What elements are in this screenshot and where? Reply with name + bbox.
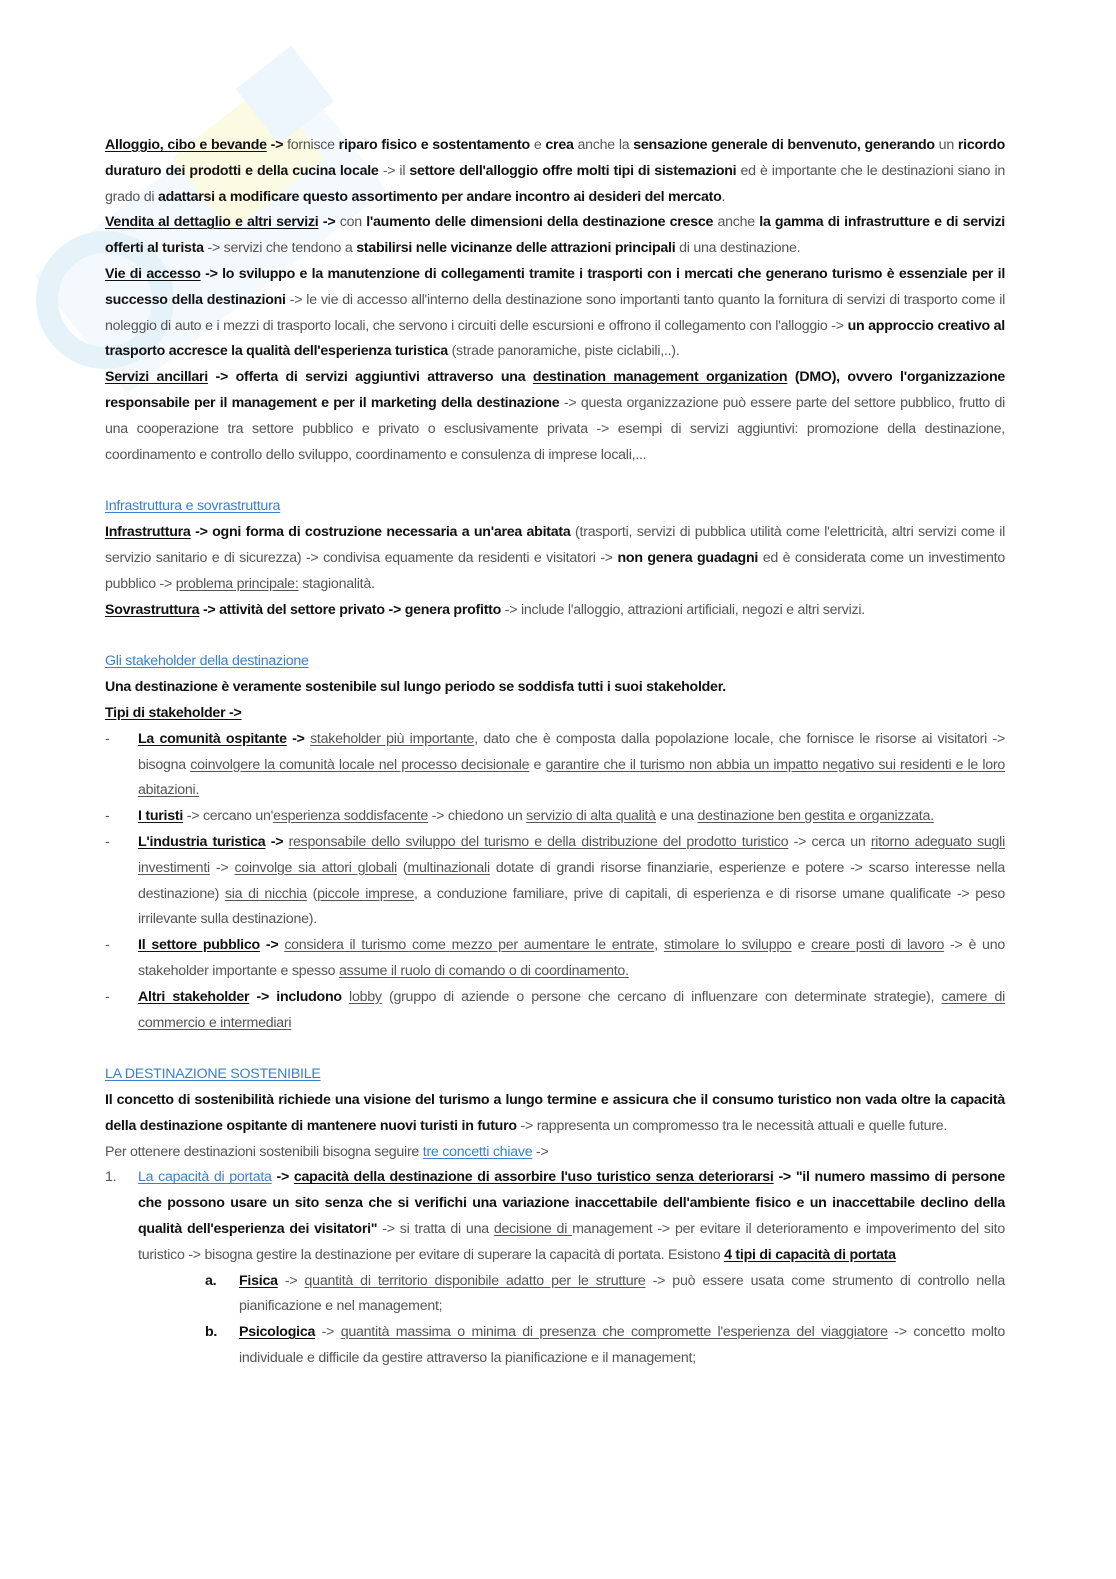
numbered-item: 1. La capacità di portata -> capacità della destinazione di assorbire l'uso turistico senza deteriorarsi -> "il numero massimo di persone che possono usare un sito senza che si verifichi una variazione inaccettabile dell'ambiente fisico e un inaccettabile declino della qualità dell'esperienza dei visitatori" -> si tratta di una decisione di management -> per evitare il deterioramento e impoverimento del sito turistico -> bisogna gestire la destinazione per evitare di superare la capacità di portata. Esistono 4 tipi di capacità di portata (105, 1169, 1006, 1263)
sub-item: b. Psicologica -> quantità massima o minima di presenza che compromette l'esperienza del viaggiatore -> concetto molto individuale e difficile da gestire attraverso la pianificazione e il management; (205, 1324, 1005, 1367)
paragraph-sovrastruttura: Sovrastruttura -> attività del settore privato -> genera profitto -> include l'alloggio, attrazioni artificiali, negozi e altri servizi. (105, 601, 865, 618)
term-servizi-ancillari: Servizi ancillari (105, 369, 208, 386)
paragraph-servizi-ancillari: Servizi ancillari -> offerta di servizi aggiuntivi attraverso una destination management organization (DMO), ovvero l'organizzazione responsabile per il management e per il marketing della destinazione -> questa organizzazione può essere parte del settore pubblico, frutto di una cooperazione tra settore pubblico e privato o esclusivamente privata -> esempi di servizi aggiuntivi: promozione della destinazione, coordinamento e controllo dello sviluppo, coordinamento e consulenza di imprese locali,... (105, 369, 1006, 463)
sub-item: a. Fisica -> quantità di territorio disponibile adatto per le strutture -> può essere usata come strumento di controllo nella pianificazione e nel management; (205, 1272, 1005, 1315)
term-vie-accesso: Vie di accesso (105, 265, 201, 282)
term-alloggio: Alloggio, cibo e bevande (105, 137, 267, 153)
paragraph-infrastruttura: Infrastruttura -> ogni forma di costruzione necessaria a un'area abitata (trasporti, servizi di pubblica utilità come l'elettricità, altri servizi come il servizio sanitario e di sicurezza) -> condivisa equamente da residenti e visitatori -> non genera guadagni ed è considerata come un investimento pubblico -> problema principale: stagionalità. (105, 524, 1006, 592)
list-item: - La comunità ospitante -> stakeholder più importante, dato che è composta dalla popolazione locale, che fornisce le risorse ai visitatori -> bisogna coinvolgere la comunità locale nel processo decisionale e garantire che il turismo non abbia un impatto negativo sui residenti e le loro abitazioni. (105, 730, 1005, 799)
sostenibile-intro: Il concetto di sostenibilità richiede una visione del turismo a lungo termine e assicura che il consumo turistico non vada oltre la capacità della destinazione ospitante di mantenere nuovi turisti in futuro -> rappresenta un compromesso tra le necessità attuali e quelle future. (105, 1092, 1005, 1134)
stakeholder-types-label: Tipi di stakeholder -> (105, 704, 242, 721)
stakeholder-intro: Una destinazione è veramente sostenibile sul lungo periodo se soddisfa tutti i suoi stakeholder. (105, 679, 726, 696)
paragraph-vendita: Vendita al dettaglio e altri servizi -> con l'aumento delle dimensioni della destinazione cresce anche la gamma di infrastrutture e di servizi offerti al turista -> servizi che tendono a stabilirsi nelle vicinanze delle attrazioni principali di una destinazione. (105, 214, 1005, 257)
term-vendita: Vendita al dettaglio e altri servizi (105, 214, 319, 231)
list-item: - L'industria turistica -> responsabile dello sviluppo del turismo e della distribuzione del prodotto turistico -> cerca un ritorno adeguato sugli investimenti -> coinvolge sia attori globali (multinazionali dotate di grandi risorse finanziarie, esperienze e potere -> scarso interesse nella destinazione) sia di nicchia (piccole imprese, a conduzione familiare, prive di capitali, di esperienza e di risorse umane qualificate -> peso irrilevante sulla destinazione). (105, 833, 1005, 928)
list-item: - Altri stakeholder -> includono lobby (gruppo di aziende o persone che cercano di influenzare con determinate strategie), camere di commercio e intermediari (105, 988, 1005, 1031)
paragraph-alloggio: Alloggio, cibo e bevande -> fornisce riparo fisico e sostentamento e crea anche la sensazione generale di benvenuto, generando un ricordo duraturo dei prodotti e della cucina locale -> il settore dell'alloggio offre molti tipi di sistemazioni ed è importante che le destinazioni siano in grado di adattarsi a modificare questo assortimento per andare incontro ai desideri del mercato. (105, 137, 1005, 205)
list-item: - I turisti -> cercano un'esperienza soddisfacente -> chiedono un servizio di alta qualità e una destinazione ben gestita e organizzata. (105, 808, 934, 825)
document-page (105, 133, 1005, 1372)
heading-destinazione-sostenibile: LA DESTINAZIONE SOSTENIBILE (105, 1066, 321, 1083)
list-item: - Il settore pubblico -> considera il turismo come mezzo per aumentare le entrate, stimolare lo sviluppo e creare posti di lavoro -> è uno stakeholder importante e spesso assume il ruolo di comando o di coordinamento. (105, 937, 1005, 979)
heading-infrastruttura: Infrastruttura e sovrastruttura (105, 498, 281, 515)
paragraph-vie-accesso: Vie di accesso -> lo sviluppo e la manutenzione di collegamenti tramite i trasporti con i mercati che generano turismo è essenziale per il successo della destinazioni -> le vie di accesso all'interno della destinazione sono importanti tanto quanto la fornitura di servizi di trasporto come il noleggio di auto e i mezzi di trasporto locali, che servono i circuiti delle escursioni e offrono il collegamento con l'alloggio -> un approccio creativo al trasporto accresce la qualità dell'esperienza turistica (strade panoramiche, piste ciclabili,..). (105, 265, 1006, 360)
sostenibile-concetti: Per ottenere destinazioni sostenibili bisogna seguire tre concetti chiave -> (105, 1143, 549, 1160)
heading-stakeholder: Gli stakeholder della destinazione (105, 653, 309, 670)
